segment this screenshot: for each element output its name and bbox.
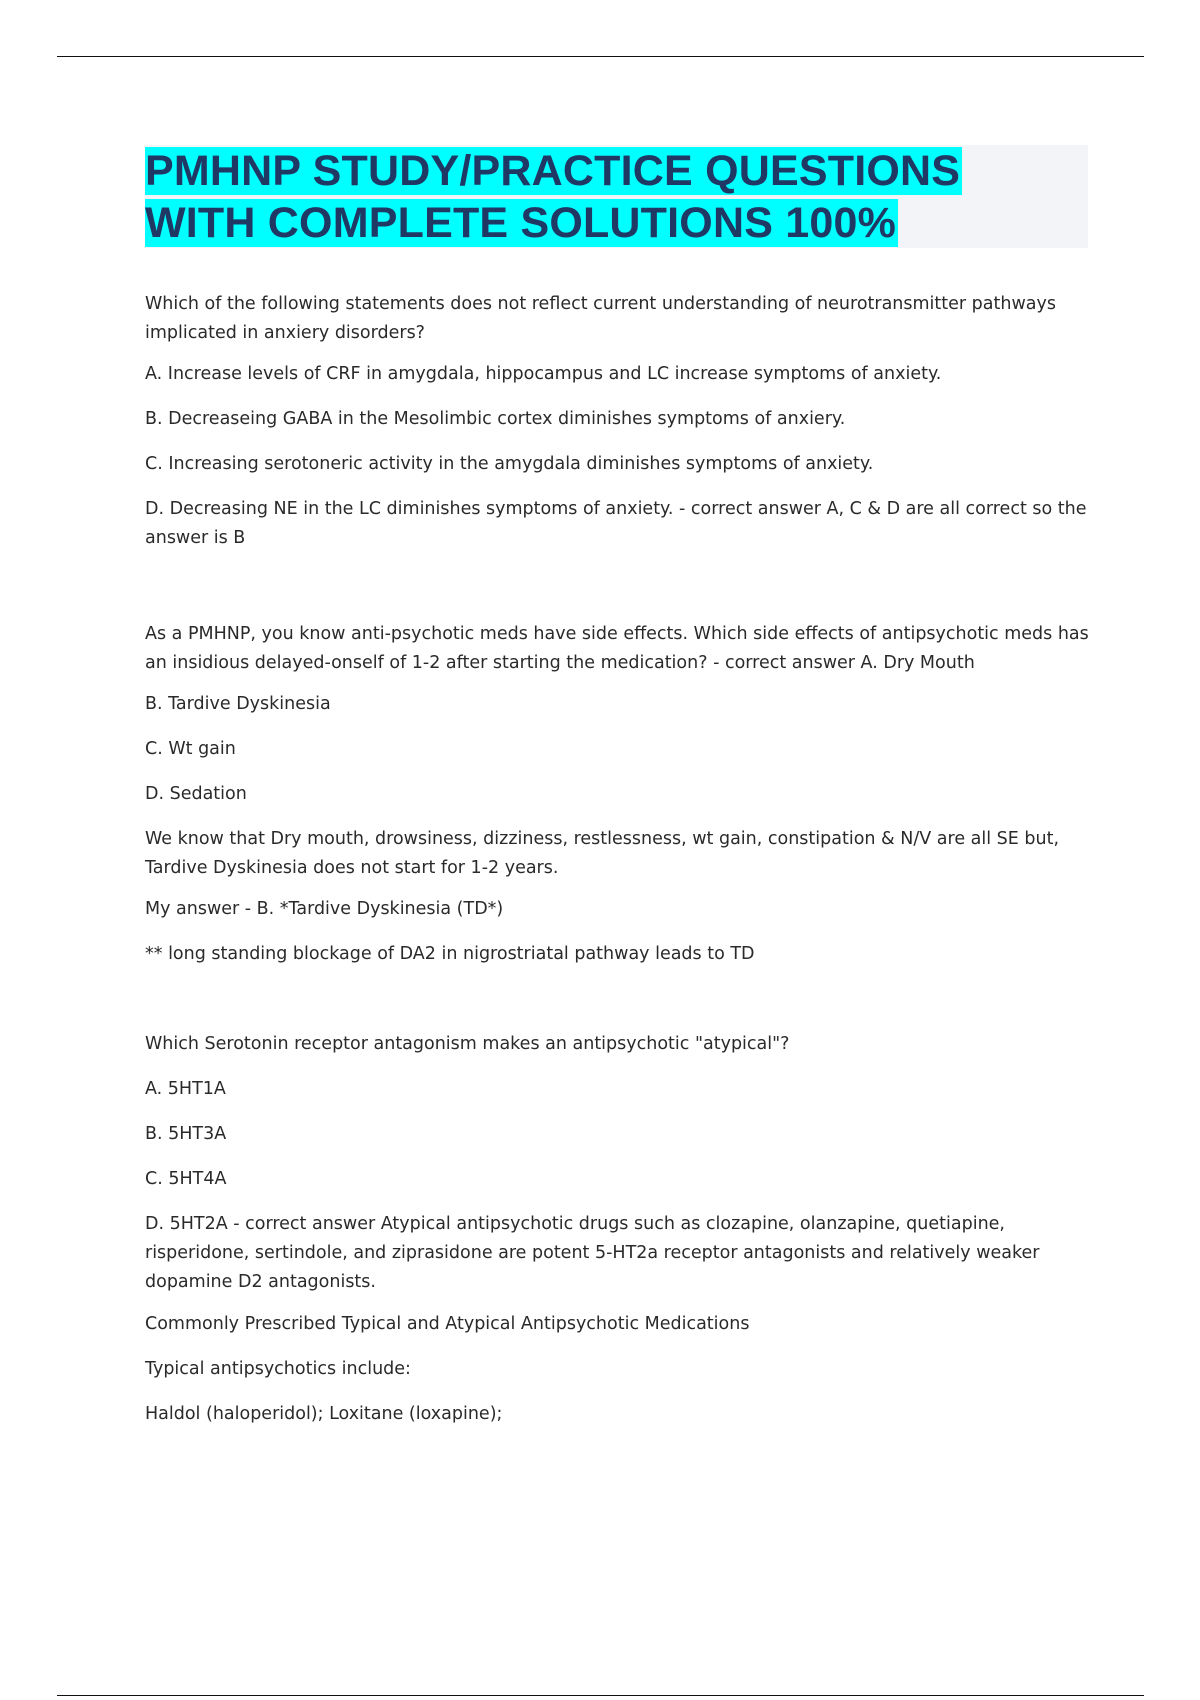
q2-option-d: D. Sedation [145,784,247,804]
q2-option-c: C. Wt gain [145,739,236,759]
q2-option-b: B. Tardive Dyskinesia [145,694,331,714]
title-line-1: PMHNP STUDY/PRACTICE QUESTIONS [145,147,961,195]
q3-heading: Commonly Prescribed Typical and Atypical Antipsychotic Medications [145,1314,750,1334]
header-rule [57,56,1144,57]
q3-option-a: A. 5HT1A [145,1079,226,1099]
q3-question: Which Serotonin receptor antagonism makes an antipsychotic "atypical"? [145,1034,790,1054]
q3-option-b: B. 5HT3A [145,1124,227,1144]
footer-rule [57,1695,1144,1696]
q3-typical-list: Haldol (haloperidol); Loxitane (loxapine); [145,1404,503,1424]
page-title [145,145,1088,249]
q1-option-b: B. Decreaseing GABA in the Mesolimbic cortex diminishes symptoms of anxiery. [145,409,846,429]
q3-typical-intro: Typical antipsychotics include: [145,1359,411,1379]
title-line-2: WITH COMPLETE SOLUTIONS 100% [145,199,897,247]
q1-option-a: A. Increase levels of CRF in amygdala, hippocampus and LC increase symptoms of anxiety. [145,364,942,384]
q2-note: ** long standing blockage of DA2 in nigrostriatal pathway leads to TD [145,944,755,964]
q2-explanation: We know that Dry mouth, drowsiness, dizziness, restlessness, wt gain, constipation & N/V are all SE but, Tardive Dyskinesia does not start for 1-2 years. [145,829,1060,878]
title-block [145,145,1088,248]
q1-question: Which of the following statements does not reflect current understanding of neurotransmitter pathways implicated in anxiery disorders? [145,294,1056,343]
q2-my-answer: My answer - B. *Tardive Dyskinesia (TD*) [145,899,504,919]
q3-option-d: D. 5HT2A - correct answer Atypical antipsychotic drugs such as clozapine, olanzapine, quetiapine, risperidone, sertindole, and ziprasidone are potent 5-HT2a receptor antagonists and relatively weaker dopamine D2 antagonists. [145,1214,1040,1292]
q2-question: As a PMHNP, you know anti-psychotic meds have side effects. Which side effects of antipsychotic meds has an insidious delayed-onself of 1-2 after starting the medication? - correct answer A. Dry Mouth [145,624,1089,673]
q3-option-c: C. 5HT4A [145,1169,227,1189]
q1-option-d: D. Decreasing NE in the LC diminishes symptoms of anxiety. - correct answer A, C & D are all correct so the answer is B [145,499,1087,548]
q1-option-c: C. Increasing serotoneric activity in the amygdala diminishes symptoms of anxiety. [145,454,874,474]
